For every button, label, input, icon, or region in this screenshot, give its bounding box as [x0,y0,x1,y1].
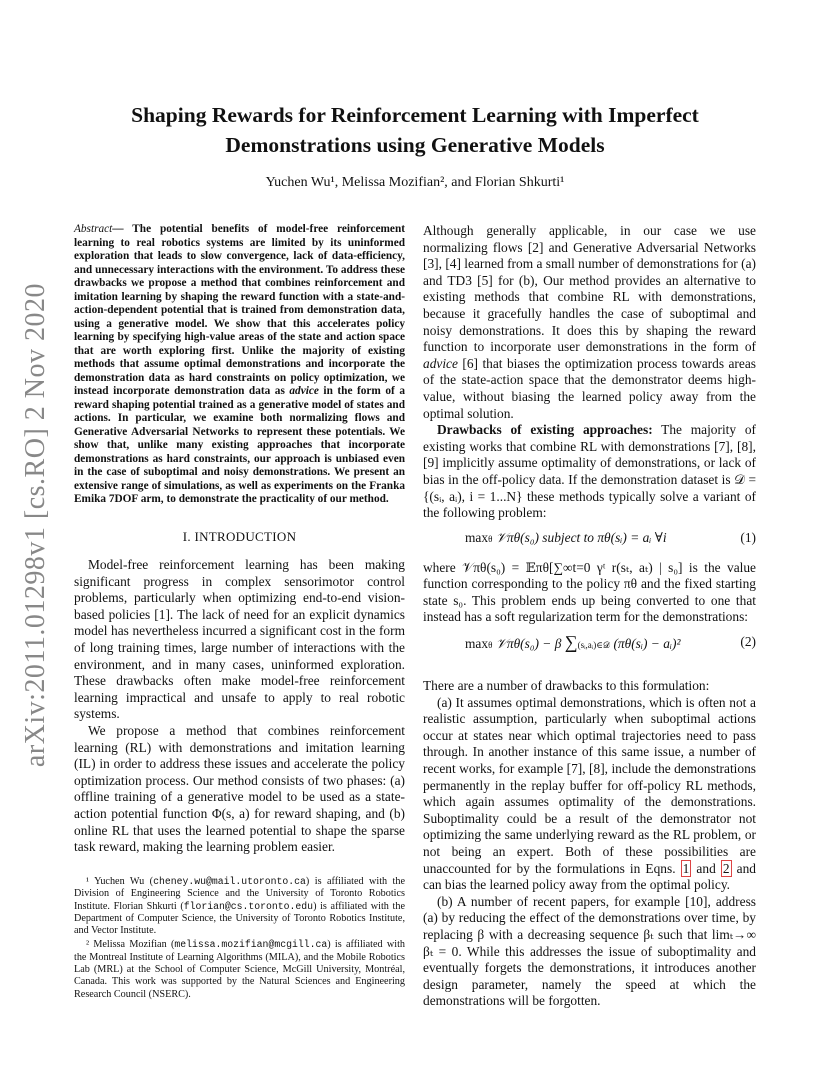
arxiv-id: arXiv:2011.01298v1 [cs.RO] 2 Nov 2020 [20,282,51,768]
equation-ref-link[interactable]: 2 [722,860,730,876]
paragraph-text: (a) It assumes optimal demonstrations, which is often not a realistic assumption, particularly when suboptimal actions occur at states near which optimal trajectories need to pass through. In another instance of this same issue, a number of recent works, for example [7], [8], include the demonstrations permanently in the replay buffer for off-policy RL methods, which again assumes optimality of the demonstrations. Suboptimality could be a result of the demonstrator not optimizing the same underlying reward as the RL problem, or not being an expert. Both of these possibilities are unaccounted for by the formulations in Eqns. [423,694,756,876]
sum-symbol: ∑ [564,632,578,653]
max-operator: max [465,529,489,545]
max-operator: max [465,636,489,652]
equation-1-body [465,530,667,548]
footnote-2-text: ) is affiliated with the Montreal Institute of Learning Algorithms (MILA), and the Mobile Robotics Lab (MRL) at the School of Computer Science, McGill University, Montréal, Canada. This work was supported by the Natural Sciences and Engineering Research Council (NSERC). [74,939,405,1000]
footnotes [74,876,405,1003]
author-list: Yuchen Wu¹, Melissa Mozifian², and Florian Shkurti¹ [265,175,565,190]
equation-1-expression: 𝒱πθ(s₀) subject to πθ(sᵢ) = aᵢ ∀i [495,529,667,545]
drawbacks-heading: Drawbacks of existing approaches: [437,422,653,438]
section-heading: I. INTRODUCTION [182,528,297,544]
abstract-text-2: in the form of a reward shaping potential trained as a generative model of states and actions. In particular, we examine both normalizing flows and Generative Adversarial Networks to represent these potentials. We show that, unlike many existing approaches that incorporate demonstrations as hard constraints, our approach is unbiased even in the case of suboptimal and noisy demonstrations. We present an extensive range of simulations, as well as experiments on the Franka Emika 7DOF arm, to demonstrate the practicality of our method. [74,385,405,505]
paragraph-text: and can bias the learned policy away from the optimal policy. [423,860,756,893]
drawbacks-paragraph [423,422,756,522]
max-subscript: θ [488,533,493,544]
footnote-2-text: ² Melissa Mozifian ( [86,939,175,951]
where-paragraph: where 𝒱πθ(s₀) = 𝔼πθ[∑∞t=0 γᵗ r(sₜ, aₜ) | s₀] is the value function corresponding to the policy πθ and the fixed starting state s₀. This problem ends up being converted to one that instead has a soft regularization term for the demonstrations: [423,559,756,625]
equation-2 [423,634,756,668]
footnote-1-text: ¹ Yuchen Wu ( [86,876,154,887]
email-link[interactable]: melissa.mozifian@mcgill.ca [174,939,328,951]
footnote-1 [74,876,405,937]
left-column [74,223,405,856]
paragraph-text: and [691,860,721,876]
point-b: (b) A number of recent papers, for example [10], address (a) by reducing the effect of the demonstrations over time, by replacing β with a decreasing sequence βₜ such that limₜ→∞ βₜ = 0. While this addresses the issue of suboptimality and eventually forgets the demonstrations, it introduces another design parameter, namely the speed at which the demonstrations will be forgotten. [423,893,756,1009]
abstract-text-1: — The potential benefits of model-free reinforcement learning to real robotics systems are limited by its uninformed exploration that leads to slow convergence, lack of data-efficiency, and unnecessary interactions with the environment. To address these drawbacks we propose a method that combines reinforcement and imitation learning by shaping the reward function with a state-and-action-dependent potential that is trained from demonstration data, using a generative model. We show that this accelerates policy learning by specifying high-value areas of the state and action space that are worth exploring first. Unlike the majority of existing methods that assume optimal demonstrations and incorporate the demonstration data as hard constraints on policy optimization, we instead incorporate demonstration data as [74,223,405,397]
paragraph-emphasis: advice [423,355,458,371]
paragraph-text: Although generally applicable, in our case we use normalizing flows [2] and Generative Adversarial Networks [3], [4] learned from a small number of demonstrations for (a) and TD3 [5] for (b), Our method provides an alternative to existing methods that combine RL with demonstrations, because it gracefully handles the case of suboptimal and noisy demonstrations. It does this by shaping the reward function to incorporate user demonstrations in the form of [423,223,756,355]
equation-number: (2) [740,634,756,650]
abstract-lead: Abstract [74,223,113,235]
equation-2-expression: 𝒱πθ(s₀) − β [495,636,562,652]
footnote-1-text: ) is affiliated with the Department of Computer Science, the University of Toronto Robotics Institute, and Vector Institute. [74,900,405,937]
equation-1 [423,530,756,550]
intro-paragraph-2: We propose a method that combines reinforcement learning (RL) with demonstrations and imitation learning (IL) in order to address these issues and accelerate the policy optimization process. Our method consists of two phases: (a) offline training of a generative model to be used as a state-action potential function Φ(s, a) for reward shaping, and (b) online RL that uses the learned potential to shape the sparse task reward, making the learning problem easier. [74,723,405,855]
drawbacks-intro: There are a number of drawbacks to this formulation: [423,678,710,694]
email-link[interactable]: florian@cs.toronto.edu [183,900,314,912]
equation-2-tail: (πθ(sᵢ) − aᵢ)² [613,636,681,652]
equation-number: (1) [740,529,756,545]
equation-2-body [465,634,680,654]
footnote-1-text: ) is affiliated with the Division of Engineering Science and the University of Toronto Robotics Institute. Florian Shkurti ( [74,876,405,912]
footnote-2 [74,939,405,1000]
right-column [423,223,756,1010]
point-a [423,695,756,894]
paragraph-text: The majority of existing works that combine RL with demonstrations [7], [8], [9] implicitly assume optimality of demonstrations, or lack of bias in the off-policy data. If the demonstration dataset is 𝒟 = {(sᵢ, aᵢ), i = 1...N} these methods typically solve a variant of the following problem: [423,422,756,521]
abstract-emphasis: advice [289,385,319,397]
intro-paragraph-1: Model-free reinforcement learning has been making significant progress in complex sensorimotor control problems, particularly when optimizing end-to-end vision-based policies [1]. The lack of need for an explicit dynamics model has nevertheless incurred a significant cost in the form of long training times, large number of interactions with the environment, and in many cases, uninformed exploration. These drawbacks often make model-free reinforcement learning impractical and unsafe to apply to real robotic systems. [74,557,405,722]
abstract [74,223,405,507]
max-subscript: θ [488,640,493,651]
right-paragraph-1 [423,223,756,422]
email-link[interactable]: cheney.wu@mail.utoronto.ca [153,876,306,887]
equation-ref-link[interactable]: 1 [682,860,690,876]
paper-title: Shaping Rewards for Reinforcement Learning with Imperfect Demonstrations using Generative Models [131,103,699,157]
arxiv-sidebar-stamp [14,282,58,768]
paragraph-text: [6] that biases the optimization process towards areas of the state-action space that the demonstrator deems high-value, without biasing the learned policy away from the optimal solution. [423,355,756,421]
sum-subscript: (sᵢ,aᵢ)∈𝒟 [577,640,611,651]
